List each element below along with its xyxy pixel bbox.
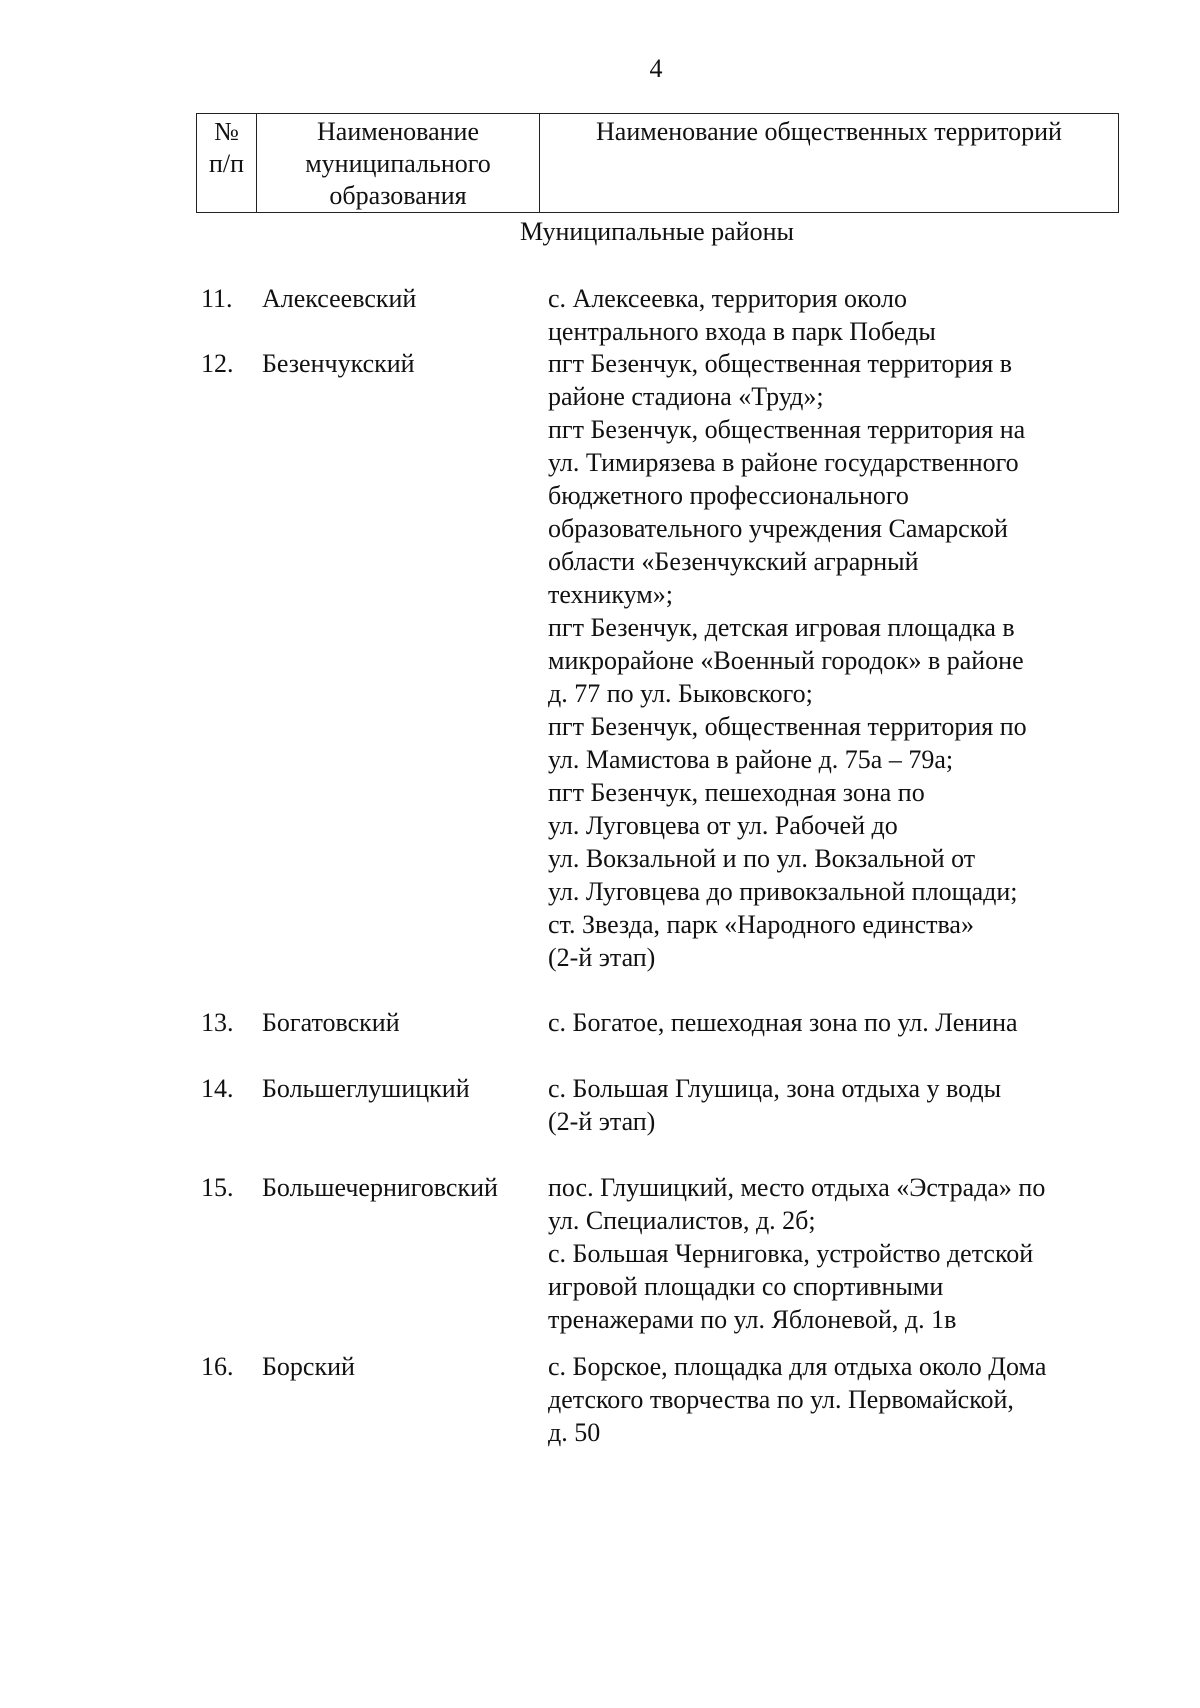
territory-line: пгт Безенчук, пешеходная зона по — [548, 778, 925, 807]
territory-line: ул. Вокзальной и по ул. Вокзальной от — [548, 844, 976, 873]
territory-line: техникум»; — [548, 580, 673, 609]
territory-line: пгт Безенчук, общественная территория по — [548, 712, 1027, 741]
header-number-label-2: п/п — [208, 149, 245, 178]
table-header — [196, 113, 1119, 213]
territory-line: ст. Звезда, парк «Народного единства» — [548, 910, 974, 939]
page-number: 4 — [649, 54, 663, 83]
row-municipality: Алексеевский — [262, 284, 417, 313]
row-number: 14. — [201, 1074, 234, 1103]
territory-line: с. Большая Черниговка, устройство детской — [548, 1239, 1034, 1268]
header-municipality-label-2: муниципального — [305, 149, 491, 178]
territory-line: ул. Луговцева до привокзальной площади; — [548, 877, 1018, 906]
territory-line: микрорайоне «Военный городок» в районе — [548, 646, 1024, 675]
territory-line: с. Алексеевка, территория около — [548, 284, 907, 313]
territory-line: пгт Безенчук, детская игровая площадка в — [548, 613, 1015, 642]
header-number-label-1: № — [214, 117, 239, 146]
territory-line: тренажерами по ул. Яблоневой, д. 1в — [548, 1305, 957, 1334]
territory-line: детского творчества по ул. Первомайской, — [548, 1385, 1014, 1414]
header-municipality-label-3: образования — [329, 181, 467, 210]
section-title: Муниципальные районы — [520, 217, 794, 246]
row-municipality: Борский — [262, 1352, 355, 1381]
row-municipality: Большеглушицкий — [262, 1074, 470, 1103]
row-territories — [548, 1171, 1108, 1336]
territory-line: бюджетного профессионального — [548, 481, 909, 510]
territory-line: центрального входа в парк Победы — [548, 317, 936, 346]
territory-line: с. Богатое, пешеходная зона по ул. Ленина — [548, 1008, 1018, 1037]
row-number: 15. — [201, 1173, 234, 1202]
territory-line: д. 50 — [548, 1418, 601, 1447]
territory-line: с. Большая Глушица, зона отдыха у воды — [548, 1074, 1002, 1103]
territory-line: области «Безенчукский аграрный — [548, 547, 919, 576]
territory-line: игровой площадки со спортивными — [548, 1272, 944, 1301]
row-territories — [548, 347, 1108, 974]
header-territory-label: Наименование общественных территорий — [596, 117, 1062, 146]
row-territories — [548, 1350, 1108, 1449]
header-territory-cell — [540, 114, 1119, 213]
territory-line: образовательного учреждения Самарской — [548, 514, 1008, 543]
territory-line: ул. Тимирязева в районе государственного — [548, 448, 1019, 477]
territory-line: ул. Специалистов, д. 2б; — [548, 1206, 816, 1235]
row-number: 11. — [201, 284, 233, 313]
row-territories — [548, 1072, 1108, 1138]
territory-line: пос. Глушицкий, место отдыха «Эстрада» по — [548, 1173, 1046, 1202]
territory-line: (2-й этап) — [548, 943, 656, 972]
table-header-row — [197, 114, 1119, 213]
territory-line: ул. Мамистова в районе д. 75а – 79а; — [548, 745, 954, 774]
header-municipality-label-1: Наименование — [317, 117, 479, 146]
territory-line: пгт Безенчук, общественная территория на — [548, 415, 1026, 444]
territory-line: с. Борское, площадка для отдыха около Дома — [548, 1352, 1047, 1381]
row-number: 13. — [201, 1008, 234, 1037]
row-number: 12. — [201, 349, 234, 378]
territory-line: д. 77 по ул. Быковского; — [548, 679, 813, 708]
territory-line: (2-й этап) — [548, 1107, 656, 1136]
territory-line: ул. Луговцева от ул. Рабочей до — [548, 811, 898, 840]
row-territories — [548, 282, 1108, 348]
row-municipality: Безенчукский — [262, 349, 415, 378]
row-municipality: Богатовский — [262, 1008, 400, 1037]
header-number-cell — [197, 114, 257, 213]
territory-line: пгт Безенчук, общественная территория в — [548, 349, 1012, 378]
row-municipality: Большечерниговский — [262, 1173, 498, 1202]
row-number: 16. — [201, 1352, 234, 1381]
territory-line: районе стадиона «Труд»; — [548, 382, 824, 411]
row-territories — [548, 1006, 1108, 1039]
header-municipality-cell — [257, 114, 540, 213]
